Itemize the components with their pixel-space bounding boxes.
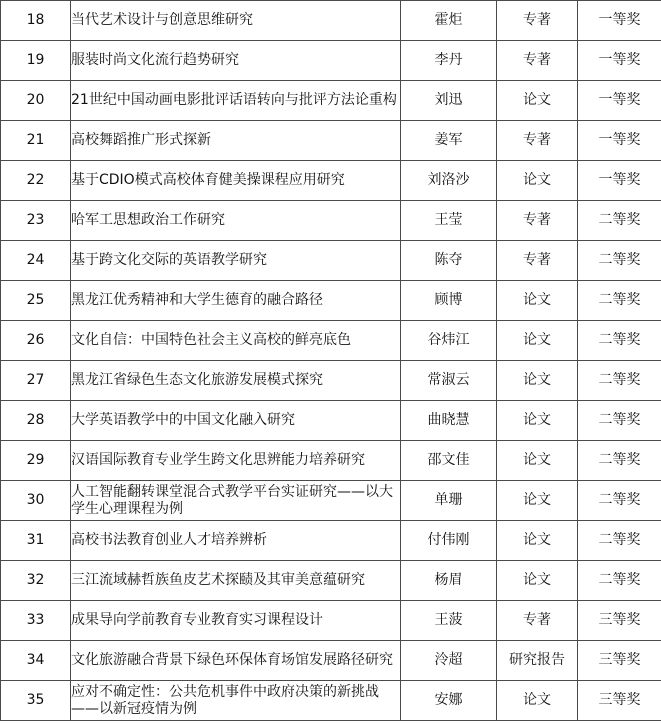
type-cell: 论文 [497,401,578,441]
author-cell: 刘洛沙 [401,161,497,201]
type-cell: 论文 [497,681,578,721]
type-cell: 专著 [497,241,578,281]
author-cell: 常淑云 [401,361,497,401]
table-row [1,521,661,561]
row-number-cell: 24 [1,241,71,281]
author-cell: 谷炜江 [401,321,497,361]
row-number-cell: 27 [1,361,71,401]
prize-cell: 一等奖 [578,81,661,121]
table-row [1,1,661,41]
prize-cell: 三等奖 [578,681,661,721]
title-cell: 黑龙江优秀精神和大学生德育的融合路径 [71,281,401,321]
table-row [1,441,661,481]
table-body [1,1,661,721]
title-cell: 文化旅游融合背景下绿色环保体育场馆发展路径研究 [71,641,401,681]
table-row [1,201,661,241]
type-cell: 论文 [497,161,578,201]
prize-cell: 一等奖 [578,41,661,81]
table-row [1,81,661,121]
title-cell: 高校书法教育创业人才培养辨析 [71,521,401,561]
type-cell: 论文 [497,481,578,521]
type-cell: 论文 [497,561,578,601]
table-row [1,321,661,361]
title-cell: 成果导向学前教育专业教育实习课程设计 [71,601,401,641]
table-row [1,41,661,81]
author-cell: 顾博 [401,281,497,321]
prize-cell: 二等奖 [578,481,661,521]
author-cell: 邵文佳 [401,441,497,481]
prize-cell: 二等奖 [578,561,661,601]
prize-cell: 二等奖 [578,241,661,281]
prize-cell: 三等奖 [578,601,661,641]
row-number-cell: 34 [1,641,71,681]
row-number-cell: 33 [1,601,71,641]
table-row [1,401,661,441]
table-row [1,161,661,201]
row-number-cell: 25 [1,281,71,321]
author-cell: 王菠 [401,601,497,641]
prize-cell: 一等奖 [578,161,661,201]
row-number-cell: 32 [1,561,71,601]
row-number-cell: 28 [1,401,71,441]
row-number-cell: 26 [1,321,71,361]
title-cell: 基于CDIO模式高校体育健美操课程应用研究 [71,161,401,201]
type-cell: 研究报告 [497,641,578,681]
table-row [1,681,661,721]
prize-cell: 二等奖 [578,521,661,561]
author-cell: 单珊 [401,481,497,521]
table-row [1,281,661,321]
row-number-cell: 23 [1,201,71,241]
table-row [1,121,661,161]
title-cell: 基于跨文化交际的英语教学研究 [71,241,401,281]
author-cell: 付伟刚 [401,521,497,561]
type-cell: 论文 [497,361,578,401]
table-row [1,561,661,601]
title-cell: 黑龙江省绿色生态文化旅游发展模式探究 [71,361,401,401]
author-cell: 姜军 [401,121,497,161]
author-cell: 霍炬 [401,1,497,41]
prize-cell: 二等奖 [578,441,661,481]
author-cell: 泠超 [401,641,497,681]
author-cell: 陈夺 [401,241,497,281]
title-cell: 当代艺术设计与创意思维研究 [71,1,401,41]
title-cell: 应对不确定性：公共危机事件中政府决策的新挑战——以新冠疫情为例 [71,681,401,721]
row-number-cell: 21 [1,121,71,161]
author-cell: 杨眉 [401,561,497,601]
table-row [1,361,661,401]
prize-cell: 三等奖 [578,641,661,681]
table-row [1,241,661,281]
prize-cell: 二等奖 [578,281,661,321]
author-cell: 刘迅 [401,81,497,121]
type-cell: 论文 [497,281,578,321]
type-cell: 专著 [497,41,578,81]
author-cell: 王莹 [401,201,497,241]
title-cell: 三江流域赫哲族鱼皮艺术探赜及其审美意蕴研究 [71,561,401,601]
type-cell: 专著 [497,601,578,641]
title-cell: 21世纪中国动画电影批评话语转向与批评方法论重构 [71,81,401,121]
prize-cell: 一等奖 [578,1,661,41]
title-cell: 汉语国际教育专业学生跨文化思辨能力培养研究 [71,441,401,481]
row-number-cell: 22 [1,161,71,201]
type-cell: 论文 [497,521,578,561]
title-cell: 人工智能翻转课堂混合式教学平台实证研究——以大学生心理课程为例 [71,481,401,521]
row-number-cell: 31 [1,521,71,561]
type-cell: 论文 [497,441,578,481]
type-cell: 专著 [497,201,578,241]
row-number-cell: 19 [1,41,71,81]
prize-cell: 一等奖 [578,121,661,161]
type-cell: 专著 [497,1,578,41]
type-cell: 专著 [497,121,578,161]
row-number-cell: 29 [1,441,71,481]
prize-cell: 二等奖 [578,201,661,241]
title-cell: 哈军工思想政治工作研究 [71,201,401,241]
table-row [1,641,661,681]
table-row [1,481,661,521]
row-number-cell: 20 [1,81,71,121]
title-cell: 高校舞蹈推广形式探新 [71,121,401,161]
table-row [1,601,661,641]
author-cell: 曲晓慧 [401,401,497,441]
author-cell: 安娜 [401,681,497,721]
prize-cell: 二等奖 [578,401,661,441]
type-cell: 论文 [497,321,578,361]
title-cell: 服装时尚文化流行趋势研究 [71,41,401,81]
title-cell: 文化自信：中国特色社会主义高校的鲜亮底色 [71,321,401,361]
prize-cell: 二等奖 [578,361,661,401]
row-number-cell: 18 [1,1,71,41]
title-cell: 大学英语教学中的中国文化融入研究 [71,401,401,441]
prize-cell: 二等奖 [578,321,661,361]
row-number-cell: 35 [1,681,71,721]
type-cell: 论文 [497,81,578,121]
author-cell: 李丹 [401,41,497,81]
row-number-cell: 30 [1,481,71,521]
